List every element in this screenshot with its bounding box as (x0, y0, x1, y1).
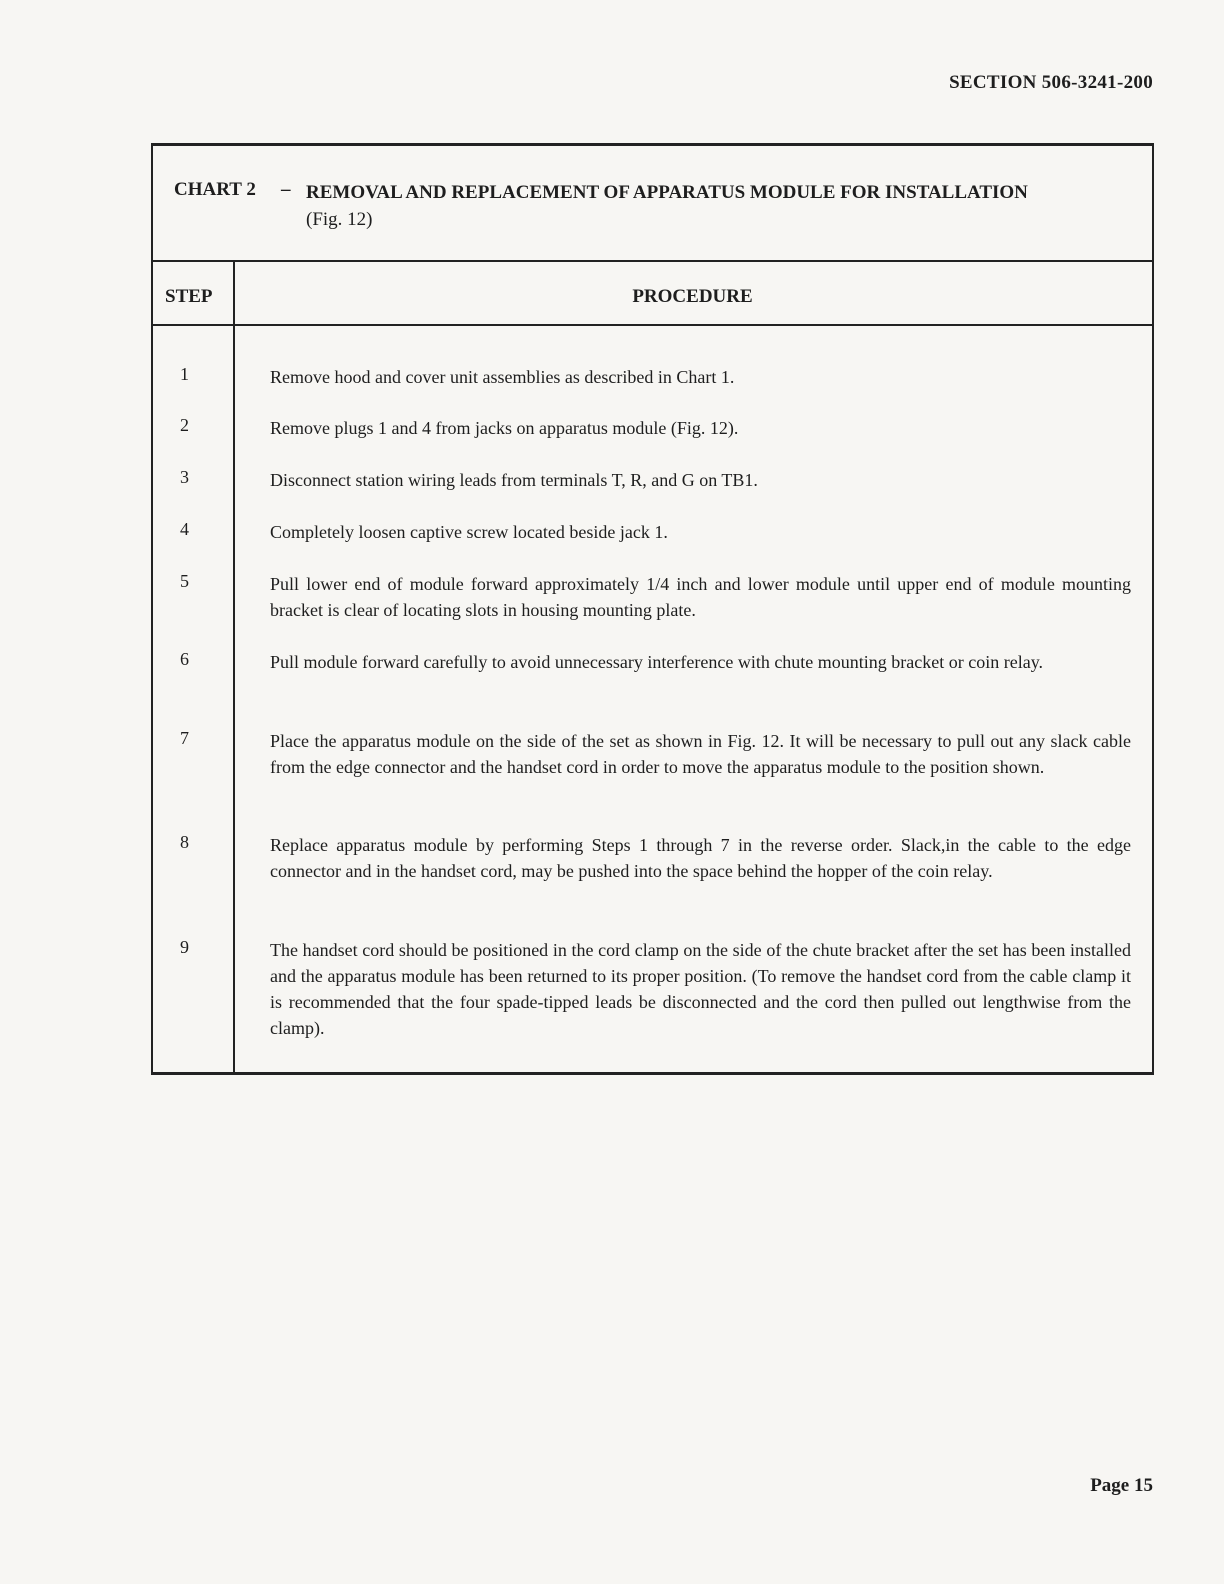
step-number: 7 (180, 728, 189, 748)
step-text: The handset cord should be positioned in the cord clamp on the side of the chute bracket after the set has been installed and the apparatus module has been returned to its proper position. (To remove the handset cord from the cable clamp it is recommended that the four spade-tipped leads be disconnected and the cord then pulled out lengthwise from the clamp). (270, 940, 1131, 1038)
procedure-chart (151, 143, 1154, 1075)
step-number: 1 (180, 364, 189, 384)
chart-title (306, 179, 1136, 233)
step-number: 6 (180, 649, 189, 669)
step-text: Pull lower end of module forward approximately 1/4 inch and lower module until upper end of module mounting bracket is clear of locating slots in housing mounting plate. (270, 574, 1131, 620)
chart-label: CHART 2 (174, 179, 256, 200)
column-header-row (153, 262, 1152, 326)
section-number: SECTION 506-3241-200 (949, 72, 1153, 93)
step-number: 9 (180, 937, 189, 957)
step-text: Replace apparatus module by performing Steps 1 through 7 in the reverse order. Slack,in the cable to the edge connector and in the handset cord, may be pushed into the space behind the hopper of the coin relay. (270, 835, 1131, 881)
step-number: 2 (180, 415, 189, 435)
step-text: Pull module forward carefully to avoid unnecessary interference with chute mounting bracket or coin relay. (270, 652, 1044, 672)
chart-title-main: REMOVAL AND REPLACEMENT OF APPARATUS MODULE FOR INSTALLATION (306, 182, 1028, 203)
chart-title-row (153, 146, 1152, 262)
step-number: 3 (180, 467, 189, 487)
step-number: 8 (180, 832, 189, 852)
column-divider (233, 262, 235, 1072)
column-header-procedure: PROCEDURE (632, 286, 753, 307)
chart-title-dash: – (281, 179, 291, 200)
step-text: Remove plugs 1 and 4 from jacks on apparatus module (Fig. 12). (270, 418, 739, 438)
step-text: Completely loosen captive screw located beside jack 1. (270, 522, 668, 542)
step-text: Remove hood and cover unit assemblies as described in Chart 1. (270, 367, 735, 387)
step-text: Place the apparatus module on the side of the set as shown in Fig. 12. It will be necessary to pull out any slack cable from the edge connector and the handset cord in order to move the apparatus module to the position shown. (270, 731, 1131, 777)
step-number: 4 (180, 519, 189, 539)
step-number: 5 (180, 571, 189, 591)
column-header-step: STEP (165, 286, 213, 307)
step-text: Disconnect station wiring leads from terminals T, R, and G on TB1. (270, 470, 758, 490)
page-number: Page 15 (1090, 1475, 1153, 1496)
chart-fig-ref: (Fig. 12) (306, 209, 373, 230)
